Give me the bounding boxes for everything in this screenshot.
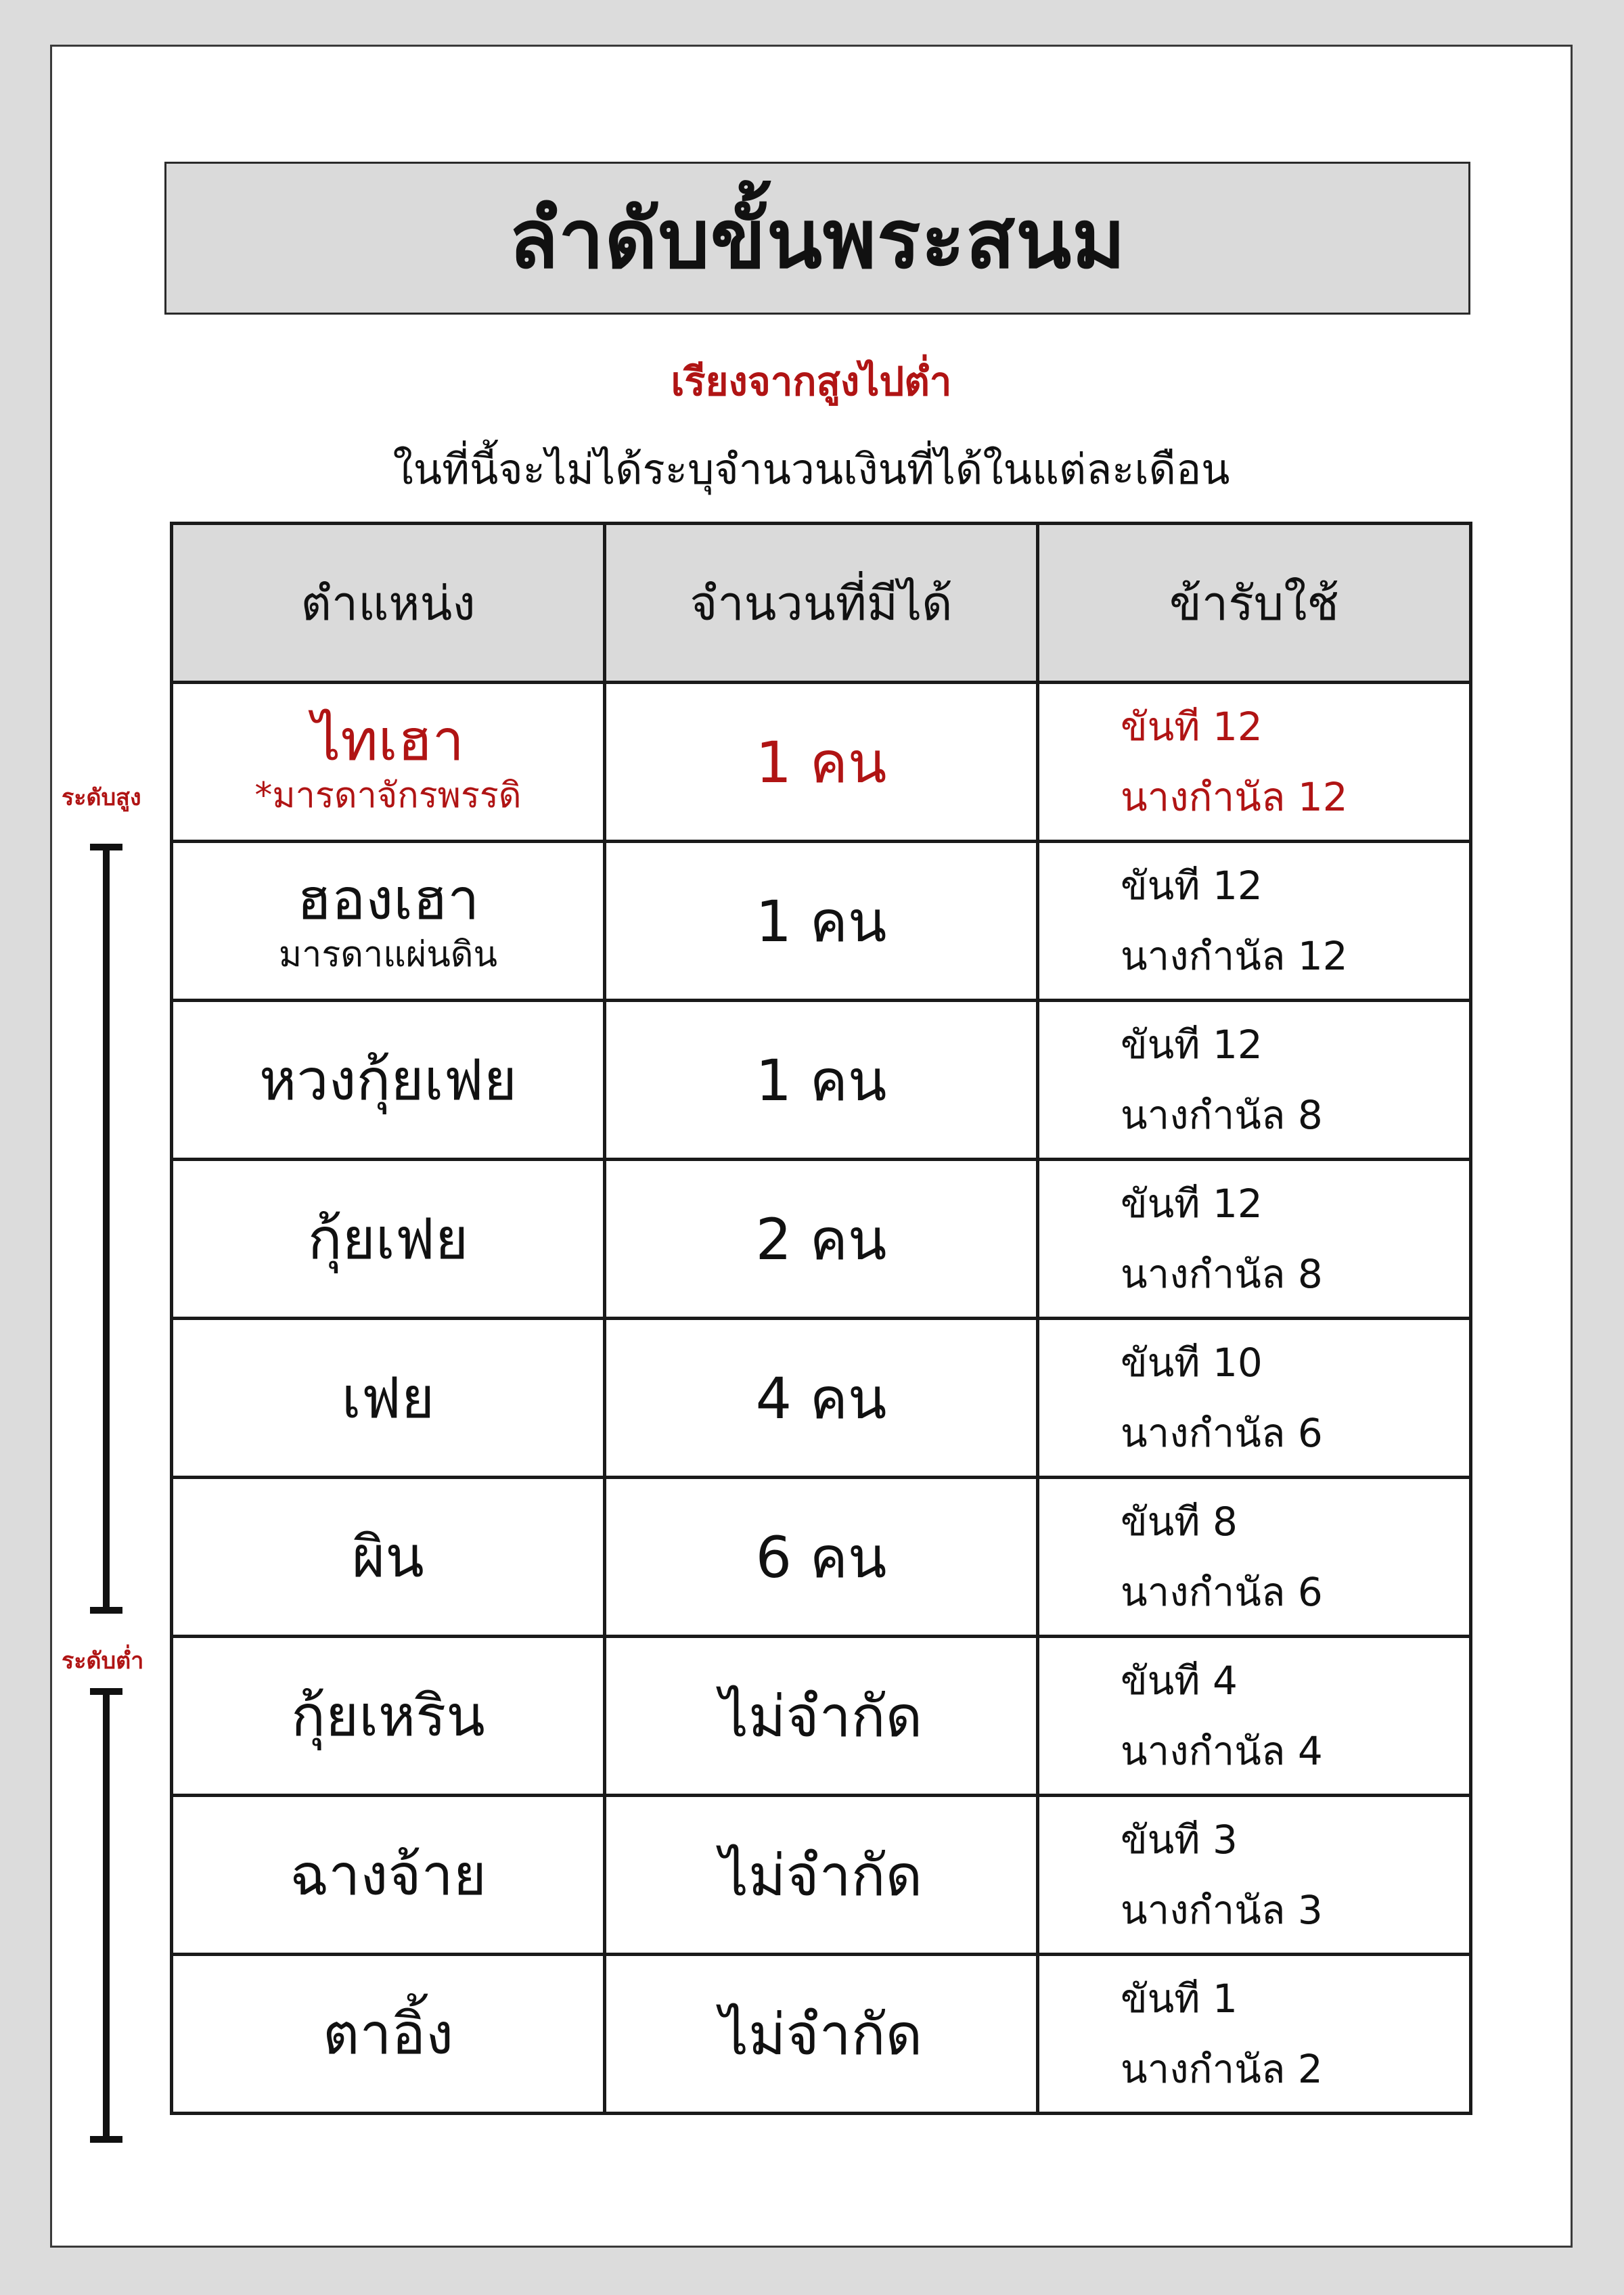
- table-row: [172, 1319, 1471, 1478]
- servants-cell: [1038, 1478, 1471, 1637]
- bracket-bar-high: [103, 844, 110, 1614]
- table-body: [172, 683, 1471, 2114]
- servants-cell: [1038, 1637, 1471, 1796]
- position-cell: [172, 1478, 605, 1637]
- position-name: ฉางจ้าย: [289, 1842, 487, 1908]
- column-header-servants: ข้ารับใช้: [1038, 524, 1471, 683]
- count-cell: ไม่จำกัด: [605, 1637, 1038, 1796]
- bracket-bottom-cap-high: [90, 1607, 122, 1614]
- side-label-high: ระดับสูง: [62, 784, 141, 811]
- count-cell: ไม่จำกัด: [605, 1955, 1038, 2114]
- bracket-bottom-cap-low: [90, 2136, 122, 2143]
- maid-count: นางกำนัล 2: [1121, 2046, 1323, 2092]
- position-cell: [172, 1001, 605, 1160]
- document-page: [50, 45, 1573, 2248]
- position-cell: [172, 683, 605, 842]
- servants-cell: [1038, 1160, 1471, 1319]
- subtitle: เรียงจากสูงไปต่ำ: [671, 359, 952, 405]
- servants-cell: [1038, 1796, 1471, 1955]
- bracket-bar-low: [103, 1688, 110, 2143]
- position-name: เฟย: [341, 1365, 435, 1431]
- position-name: ไทเฮา: [312, 707, 464, 773]
- maid-count: นางกำนัล 6: [1121, 1410, 1323, 1456]
- position-cell: [172, 1955, 605, 2114]
- maid-count: นางกำนัล 3: [1121, 1887, 1323, 1933]
- eunuch-count: ขันที 12: [1121, 1181, 1263, 1227]
- table-row: [172, 1796, 1471, 1955]
- position-name: ผิน: [352, 1524, 424, 1590]
- table-header-row: [172, 524, 1471, 683]
- eunuch-count: ขันที 12: [1121, 704, 1263, 750]
- side-label-low: ระดับต่ำ: [62, 1648, 144, 1675]
- position-note: มารดาแผ่นดิน: [278, 934, 498, 975]
- eunuch-count: ขันที 3: [1121, 1817, 1238, 1863]
- table-row: [172, 1001, 1471, 1160]
- count-cell: 4 คน: [605, 1319, 1038, 1478]
- note-text: ในที่นี้จะไม่ได้ระบุจำนวนเงินที่ได้ในแต่ละเดือน: [392, 445, 1230, 494]
- servants-cell: [1038, 842, 1471, 1001]
- eunuch-count: ขันที 10: [1121, 1340, 1263, 1386]
- position-note: *มารดาจักรพรรดิ: [254, 775, 522, 816]
- count-cell: 1 คน: [605, 842, 1038, 1001]
- maid-count: นางกำนัล 12: [1121, 774, 1348, 820]
- table-row: [172, 1160, 1471, 1319]
- position-name: ฮองเฮา: [296, 866, 480, 932]
- position-name: หวงกุ้ยเฟย: [258, 1047, 518, 1113]
- table-row: [172, 1478, 1471, 1637]
- position-cell: [172, 1637, 605, 1796]
- eunuch-count: ขันที 12: [1121, 863, 1263, 909]
- maid-count: นางกำนัล 12: [1121, 933, 1348, 979]
- column-header-count: จำนวนที่มีได้: [605, 524, 1038, 683]
- count-cell: 6 คน: [605, 1478, 1038, 1637]
- table-row: [172, 1955, 1471, 2114]
- position-cell: [172, 1319, 605, 1478]
- count-cell: 1 คน: [605, 683, 1038, 842]
- eunuch-count: ขันที 1: [1121, 1976, 1238, 2022]
- position-name: กุ้ยเฟย: [307, 1206, 469, 1272]
- count-cell: 2 คน: [605, 1160, 1038, 1319]
- table-row: [172, 683, 1471, 842]
- maid-count: นางกำนัล 8: [1121, 1092, 1323, 1138]
- maid-count: นางกำนัล 8: [1121, 1251, 1323, 1297]
- column-header-position: ตำแหน่ง: [172, 524, 605, 683]
- eunuch-count: ขันที 8: [1121, 1499, 1238, 1545]
- eunuch-count: ขันที 12: [1121, 1022, 1263, 1068]
- servants-cell: [1038, 1955, 1471, 2114]
- servants-cell: [1038, 683, 1471, 842]
- eunuch-count: ขันที 4: [1121, 1658, 1238, 1704]
- position-name: กุ้ยเหริน: [291, 1683, 485, 1749]
- title-banner: [164, 162, 1470, 315]
- servants-cell: [1038, 1001, 1471, 1160]
- page-title: ลำดับขั้นพระสนม: [508, 192, 1127, 287]
- position-cell: [172, 1160, 605, 1319]
- rank-table: [170, 522, 1472, 2115]
- maid-count: นางกำนัล 6: [1121, 1569, 1323, 1615]
- count-cell: 1 คน: [605, 1001, 1038, 1160]
- table-row: [172, 1637, 1471, 1796]
- count-cell: ไม่จำกัด: [605, 1796, 1038, 1955]
- servants-cell: [1038, 1319, 1471, 1478]
- maid-count: นางกำนัล 4: [1121, 1728, 1323, 1774]
- position-name: ตาอิ้ง: [322, 2001, 454, 2067]
- position-cell: [172, 842, 605, 1001]
- table-row: [172, 842, 1471, 1001]
- position-cell: [172, 1796, 605, 1955]
